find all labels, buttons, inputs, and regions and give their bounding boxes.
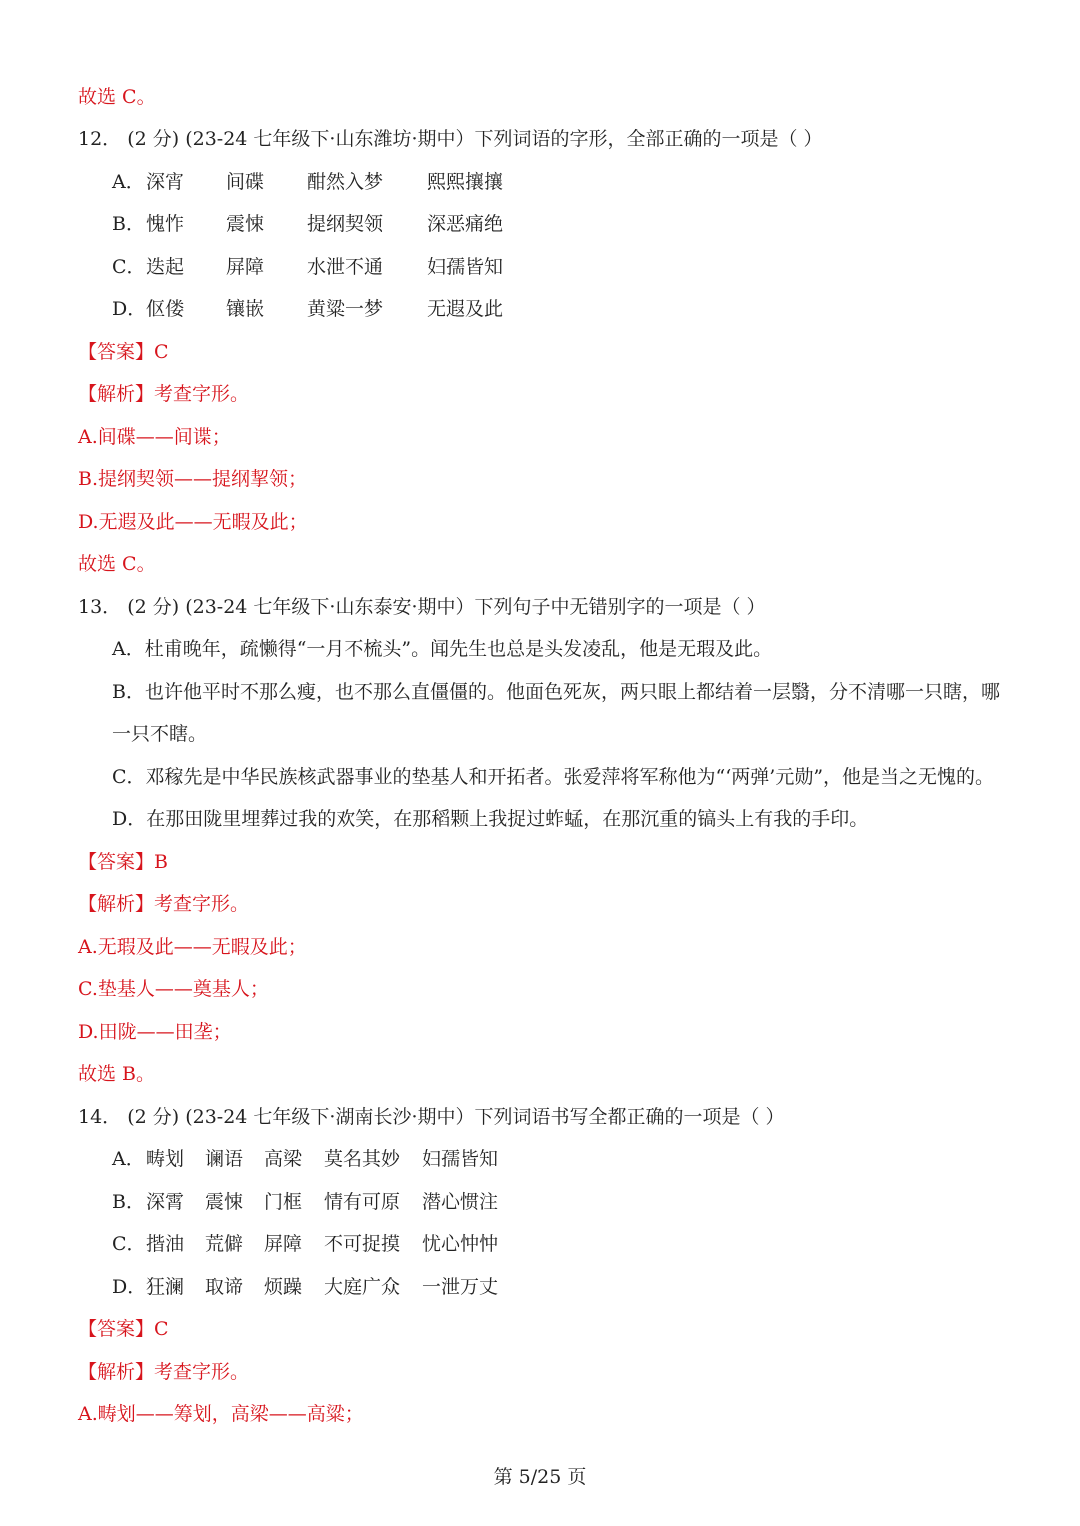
q13-conclusion: 故选 B。 — [78, 1063, 156, 1085]
q12-option-a: A． 深宵 间碟 酣然入梦 熙熙攘攘 — [112, 171, 504, 193]
q12-explanation-a: A.间碟——间谍； — [78, 426, 231, 448]
q14-explanation-title: 【解析】考查字形。 — [78, 1361, 250, 1383]
conclusion-line: 故选 C。 — [78, 86, 156, 108]
q13-option-d: D．在那田陇里埋葬过我的欢笑，在那稻颗上我捉过蚱蜢，在那沉重的镐头上有我的手印。 — [112, 808, 869, 830]
q12-explanation-d: D.无遐及此——无暇及此； — [78, 511, 308, 533]
q14-option-d: D． 狂澜 取谛 烦躁 大庭广众 一泄万丈 — [112, 1276, 499, 1298]
page-number: 第 5/25 页 — [493, 1466, 587, 1488]
q13-option-b: B．也许他平时不那么瘦，也不那么直僵僵的。他面色死灰，两只眼上都结着一层翳，分不清哪一只瞎，哪 — [112, 681, 1000, 703]
q13-explanation-title: 【解析】考查字形。 — [78, 893, 250, 915]
q13-explanation-a: A.无瑕及此——无暇及此； — [78, 936, 307, 958]
q14-explanation-a: A.畴划——筹划，高梁——高粱； — [78, 1403, 364, 1425]
q14-option-a: A． 畴划 谰语 高梁 莫名其妙 妇孺皆知 — [112, 1148, 499, 1170]
question-13-stem: 13． (2 分) (23-24 七年级下·山东泰安·期中）下列句子中无错别字的一项是（ ） — [78, 596, 766, 618]
q14-option-c: C． 揩油 荒僻 屏障 不可捉摸 忧心忡忡 — [112, 1233, 499, 1255]
q13-explanation-c: C.垫基人——奠基人； — [78, 978, 269, 1000]
question-14-stem: 14． (2 分) (23-24 七年级下·湖南长沙·期中）下列词语书写全都正确的一项是（ ） — [78, 1106, 785, 1128]
q14-option-b: B． 深霄 震悚 门框 情有可原 潜心惯注 — [112, 1191, 499, 1213]
q13-option-c: C．邓稼先是中华民族核武器事业的垫基人和开拓者。张爱萍将军称他为“‘两弹’元勋”，他是当之无愧的。 — [112, 766, 995, 788]
q13-option-a: A．杜甫晚年，疏懒得“一月不梳头”。闻先生也总是头发凌乱，他是无瑕及此。 — [112, 638, 773, 660]
q12-conclusion: 故选 C。 — [78, 553, 156, 575]
question-12-stem: 12． (2 分) (23-24 七年级下·山东潍坊·期中）下列词语的字形，全部正确的一项是（ ） — [78, 128, 823, 150]
q12-explanation-title: 【解析】考查字形。 — [78, 383, 250, 405]
q13-option-b-cont: 一只不瞎。 — [112, 723, 208, 745]
q12-answer: 【答案】C — [78, 341, 169, 363]
q13-explanation-d: D.田陇——田垄； — [78, 1021, 232, 1043]
q12-explanation-b: B.提纲契领——提纲挈领； — [78, 468, 308, 490]
q14-answer: 【答案】C — [78, 1318, 169, 1340]
q12-option-d: D． 伛偻 镶嵌 黄粱一梦 无遐及此 — [112, 298, 504, 320]
q12-option-b: B． 愧怍 震悚 提纲契领 深恶痛绝 — [112, 213, 504, 235]
q12-option-c: C． 迭起 屏障 水泄不通 妇孺皆知 — [112, 256, 504, 278]
q13-answer: 【答案】B — [78, 851, 168, 873]
